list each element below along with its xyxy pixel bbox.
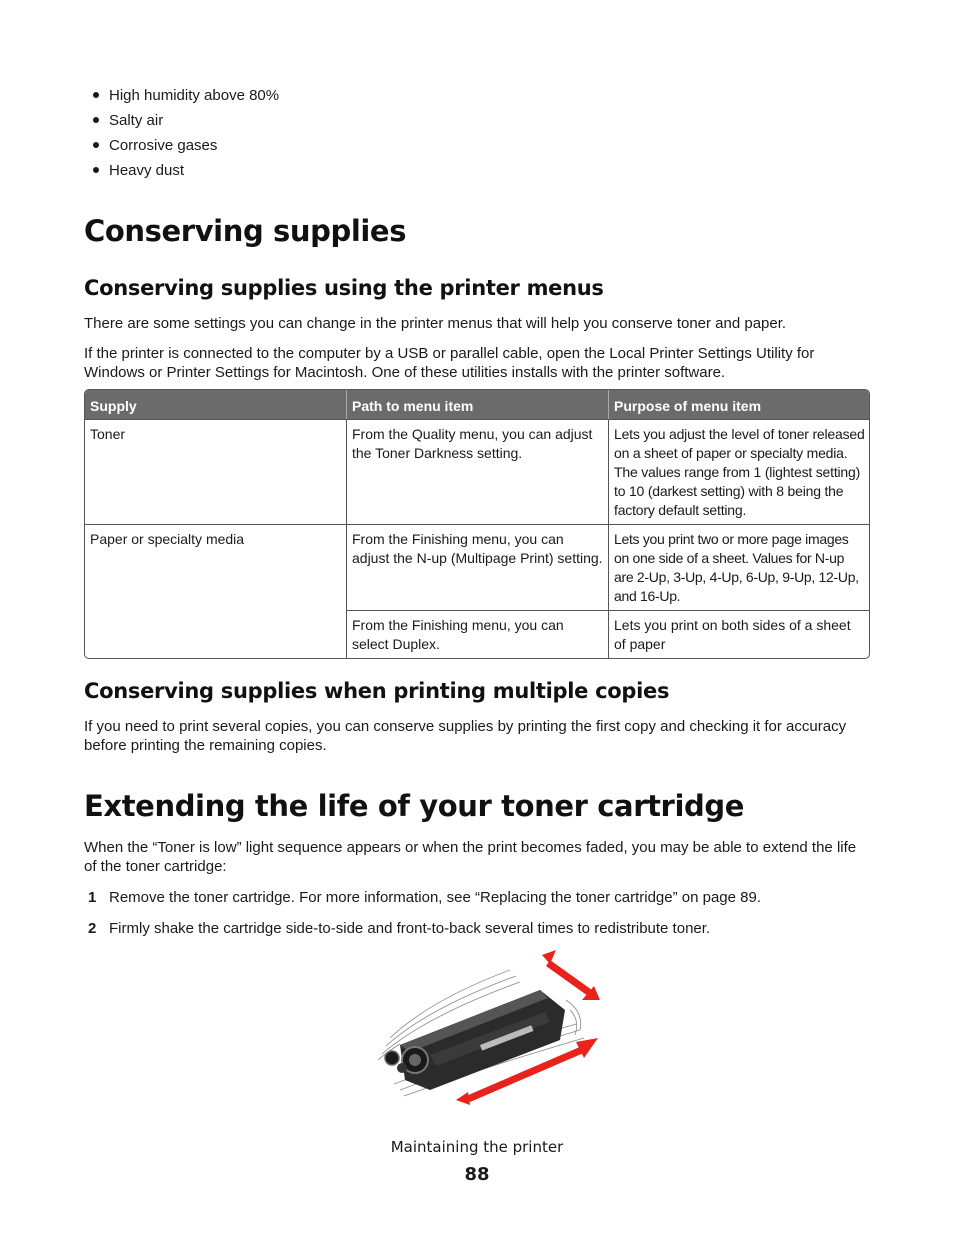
step-text: Firmly shake the cartridge side-to-side and front-to-back several times to redistribute toner.	[109, 920, 711, 937]
column-header-supply: Supply	[85, 390, 346, 419]
heading-conserving-supplies: Conserving supplies	[84, 214, 407, 248]
cell-purpose: Lets you print on both sides of a sheet of paper	[608, 610, 869, 658]
step-number: 2	[88, 920, 97, 937]
heading-extending-toner-life: Extending the life of your toner cartridge	[84, 789, 744, 823]
paragraph-menus-intro: There are some settings you can change in the printer menus that will help you conserve toner and paper.	[84, 315, 787, 332]
step-item	[84, 888, 761, 919]
menu-settings-table	[84, 389, 870, 659]
cell-purpose: Lets you print two or more page images on one side of a sheet. Values for N-up are 2-Up, 3-Up, 4-Up, 6-Up, 9-Up, 12-Up, and 16-Up.	[608, 524, 869, 610]
paragraph-multiple-copies: If you need to print several copies, you can conserve supplies by printing the first copy and checking it for accuracy before printing the remaining copies.	[84, 718, 847, 754]
paragraph-extending-intro: When the “Toner is low” light sequence appears or when the print becomes faded, you may be able to extend the life of the toner cartridge:	[84, 839, 857, 875]
cell-path: From the Quality menu, you can adjust the Toner Darkness setting.	[346, 419, 608, 524]
table-header-row	[85, 390, 869, 419]
toner-cartridge	[385, 990, 565, 1090]
environment-bullet-list	[84, 85, 279, 185]
bullet-item: Corrosive gases	[84, 135, 279, 160]
toner-cartridge-shake-image	[370, 950, 610, 1110]
steps-list	[84, 888, 761, 950]
page-footer	[0, 1138, 954, 1185]
column-header-path: Path to menu item	[346, 390, 608, 419]
toner-shake-illustration	[370, 950, 610, 1110]
column-header-purpose: Purpose of menu item	[608, 390, 869, 419]
cell-path: From the Finishing menu, you can select Duplex.	[346, 610, 608, 658]
heading-multiple-copies: Conserving supplies when printing multiple copies	[84, 679, 670, 703]
cell-purpose: Lets you adjust the level of toner released on a sheet of paper or specialty media. The values range from 1 (lightest setting) to 10 (darkest setting) with 8 being the factory default setting.	[608, 419, 869, 524]
cell-supply: Toner	[85, 419, 346, 524]
bullet-item: Heavy dust	[84, 160, 279, 185]
table-row	[85, 524, 869, 610]
cell-supply: Paper or specialty media	[85, 524, 346, 658]
step-item	[84, 919, 761, 950]
table-row	[85, 419, 869, 524]
step-number: 1	[88, 889, 97, 906]
step-text: Remove the toner cartridge. For more information, see “Replacing the toner cartridge” on page 89.	[109, 889, 762, 906]
bullet-item: Salty air	[84, 110, 279, 135]
bullet-item: High humidity above 80%	[84, 85, 279, 110]
page-number: 88	[464, 1164, 490, 1185]
paragraph-menus-utility: If the printer is connected to the computer by a USB or parallel cable, open the Local Printer Settings Utility for Windows or Printer Settings for Macintosh. One of these utilities installs with the printer software.	[84, 345, 815, 381]
heading-printer-menus: Conserving supplies using the printer menus	[84, 276, 604, 300]
footer-section-title: Maintaining the printer	[390, 1138, 564, 1156]
cell-path: From the Finishing menu, you can adjust the N-up (Multipage Print) setting.	[346, 524, 608, 610]
